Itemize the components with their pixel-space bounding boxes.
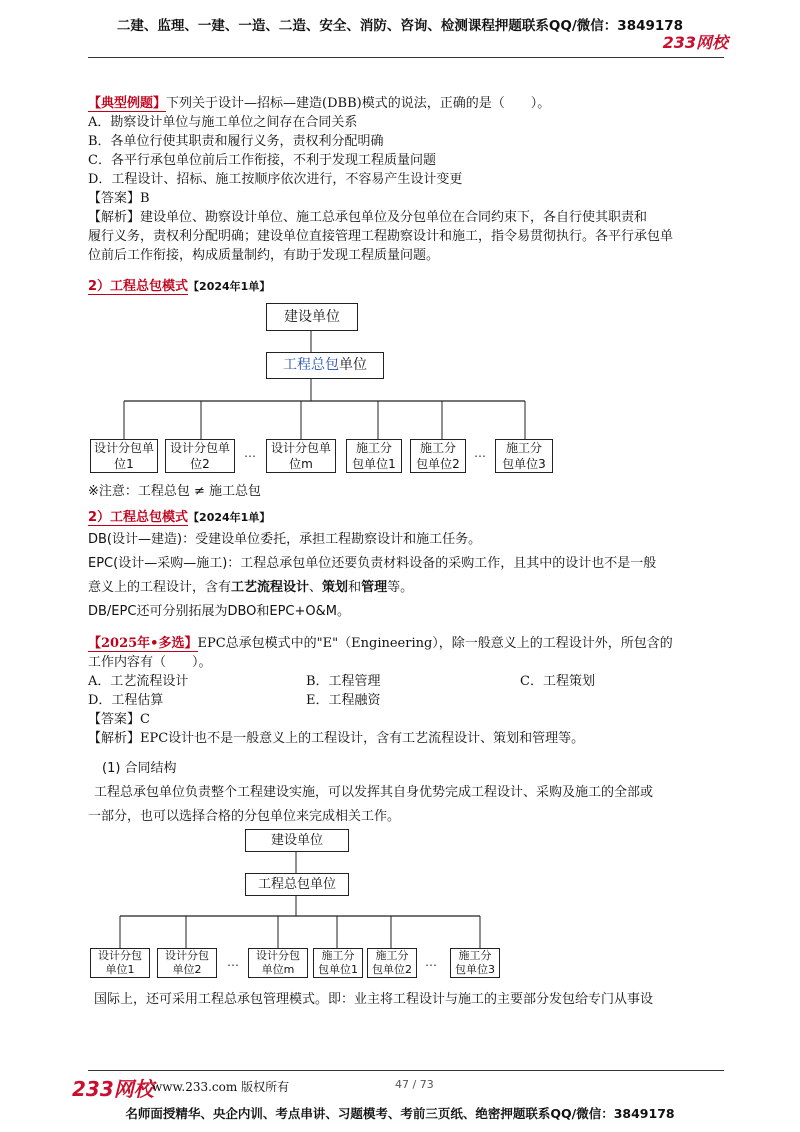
section-title-1-text: 2）工程总包模式: [88, 279, 189, 294]
q2-option-c: C．工程策划: [520, 674, 595, 689]
d1-box-epc: [266, 352, 384, 379]
d2-dots-2: …: [425, 955, 437, 969]
section-badge-2: 【2024年1单】: [188, 511, 271, 524]
d1-design-1-l1: 设计分包单: [93, 441, 154, 455]
q2-tag: 【2025年•多选】: [88, 636, 198, 651]
last-paragraph: 国际上，还可采用工程总承包管理模式。即：业主将工程设计与施工的主要部分发包给专门从事设: [94, 992, 654, 1007]
q1-stem: [88, 94, 738, 113]
epc-l2-f: 管理: [361, 580, 388, 595]
d1-client-label: 建设单位: [284, 309, 340, 325]
d2-build-2-l2: 包单位2: [372, 963, 412, 976]
epc-l2-c: 、: [309, 580, 323, 595]
page-number: 47 / 73: [395, 1078, 434, 1091]
d1-build-3-l1: 施工分: [505, 441, 542, 455]
d2-box-design-2: [157, 948, 217, 978]
q1-option-b: B．各单位行使其职责和履行义务，责权利分配明确: [88, 134, 384, 149]
q2-stem-1: [88, 634, 748, 653]
epc-definition-2: [88, 576, 748, 600]
d2-design-2-l2: 单位2: [172, 963, 202, 976]
d1-epc-rest: 单位: [339, 357, 367, 373]
page-header: 二建、监理、一建、一造、二造、安全、消防、咨询、检测课程押题联系QQ/微信：3849178: [116, 18, 684, 34]
d1-design-1-l2: 位1: [114, 457, 134, 471]
q2-option-e: E．工程融资: [306, 693, 381, 708]
q1-tag: 【典型例题】: [88, 96, 167, 111]
epc-definition-1: EPC(设计—采购—施工)：工程总承包单位还要负责材料设备的采购工作，且其中的设计也不是一般: [88, 556, 657, 571]
epc-l2-e: 和: [348, 580, 362, 595]
d2-box-build-3: [450, 948, 500, 978]
d2-design-2-l1: 设计分包: [165, 949, 209, 962]
d1-design-m-l1: 设计分包单: [270, 441, 331, 455]
q1-analysis-2: 履行义务，责权利分配明确；建设单位直接管理工程勘察设计和施工，指令易贯彻执行。各平行承包单: [88, 229, 674, 244]
q1-stem-text: 下列关于设计—招标—建造(DBB)模式的说法，正确的是（ ）。: [166, 96, 551, 111]
d1-dots-1: …: [244, 446, 256, 460]
d1-box-build-1: [346, 439, 402, 473]
d1-epc-highlight: 工程总包: [283, 357, 339, 373]
d2-box-build-2: [367, 948, 417, 978]
d1-dots-2: …: [474, 446, 486, 460]
d2-client-label: 建设单位: [270, 833, 323, 848]
epc-l2-b: 工艺流程设计: [231, 580, 310, 595]
d1-box-design-2: [165, 439, 235, 473]
d2-build-2-l1: 施工分: [375, 949, 409, 962]
q1-option-a: A．勘察设计单位与施工单位之间存在合同关系: [88, 115, 358, 130]
d2-design-m-l2: 单位m: [261, 963, 295, 976]
d2-box-build-1: [313, 948, 363, 978]
d1-design-2-l2: 位2: [190, 457, 210, 471]
d1-box-design-1: [90, 439, 158, 473]
d2-box-client: [245, 829, 349, 852]
epc-l2-g: 等。: [387, 580, 414, 595]
d2-box-design-1: [90, 948, 150, 978]
q2-answer: 【答案】C: [88, 712, 150, 727]
d2-design-m-l1: 设计分包: [256, 949, 300, 962]
q2-option-a: A．工艺流程设计: [88, 674, 189, 689]
section-badge-1: 【2024年1单】: [188, 280, 271, 293]
note-text: ※注意：工程总包 ≠ 施工总包: [88, 484, 262, 499]
d2-epc-label: 工程总包单位: [257, 877, 336, 892]
epc-l2-d: 策划: [322, 580, 349, 595]
contract-para-1: 工程总承包单位负责整个工程建设实施，可以发挥其自身优势完成工程设计、采购及施工的全部或: [94, 785, 654, 800]
d1-box-build-2: [410, 439, 466, 473]
section-title-2: [88, 506, 270, 525]
q1-block: [88, 94, 738, 265]
q2-option-d: D．工程估算: [88, 693, 164, 708]
dbo-line: DB/EPC还可分别拓展为DBO和EPC+O&M。: [88, 604, 350, 619]
d2-build-3-l1: 施工分: [458, 949, 492, 962]
section-title-2-text: 2）工程总包模式: [88, 510, 189, 525]
d2-dots-1: …: [227, 955, 239, 969]
d1-build-2-l2: 包单位2: [416, 457, 460, 471]
d2-build-1-l2: 包单位1: [318, 963, 358, 976]
q2-options-row-2: [88, 691, 748, 710]
footer-url: www.233.com 版权所有: [152, 1080, 290, 1094]
q2-stem-2: 工作内容有（ ）。: [88, 655, 212, 670]
d2-design-1-l1: 设计分包: [98, 949, 142, 962]
d1-design-2-l1: 设计分包单: [169, 441, 230, 455]
d1-build-3-l2: 包单位3: [502, 457, 546, 471]
d1-box-design-m: [266, 439, 336, 473]
d1-box-client: [266, 303, 358, 331]
q2-stem-1-text: EPC总承包模式中的"E"（Engineering），除一般意义上的工程设计外，所包含的: [197, 636, 673, 651]
q2-block: [88, 634, 748, 748]
q2-analysis: 【解析】EPC设计也不是一般意义上的工程设计，含有工艺流程设计、策划和管理等。: [88, 731, 585, 746]
contract-para-2: 一部分，也可以选择合格的分包单位来完成相关工作。: [88, 809, 401, 824]
q1-option-d: D．工程设计、招标、施工按顺序依次进行，不容易产生设计变更: [88, 172, 463, 187]
epc-l2-a: 意义上的工程设计，含有: [88, 580, 232, 595]
q2-option-b: B．工程管理: [306, 674, 381, 689]
q1-answer: 【答案】B: [88, 191, 150, 206]
contract-heading: (1) 合同结构: [102, 761, 177, 776]
d1-build-1-l1: 施工分: [355, 441, 392, 455]
footer-promo: 名师面授精华、央企内训、考点串讲、习题模考、考前三页纸、绝密押题联系QQ/微信：3849178: [125, 1106, 675, 1121]
q1-analysis-1: 【解析】建设单位、勘察设计单位、施工总承包单位及分包单位在合同约束下，各自行使其职责和: [88, 210, 648, 225]
q2-options-row-1: [88, 672, 748, 691]
contract-section: [88, 757, 748, 829]
model-definitions: [88, 528, 748, 624]
d2-build-1-l1: 施工分: [321, 949, 355, 962]
section-title-1: [88, 275, 270, 294]
footer-logo: 233网校: [72, 1077, 154, 1101]
d1-design-m-l2: 位m: [289, 457, 313, 471]
d2-build-3-l2: 包单位3: [455, 963, 495, 976]
q1-analysis-3: 位前后工作衔接，构成质量制约，有助于发现工程质量问题。: [88, 248, 440, 263]
header-logo: 233网校: [662, 33, 728, 52]
q1-option-c: C．各平行承包单位前后工作衔接，不利于发现工程质量问题: [88, 153, 436, 168]
d1-build-1-l2: 包单位1: [352, 457, 396, 471]
header-divider: [88, 57, 724, 58]
d1-box-build-3: [495, 439, 553, 473]
d2-design-1-l2: 单位1: [105, 963, 135, 976]
d1-build-2-l1: 施工分: [419, 441, 456, 455]
db-definition: DB(设计—建造)：受建设单位委托，承担工程勘察设计和施工任务。: [88, 532, 482, 547]
d2-box-epc: [245, 873, 349, 896]
footer-divider: [88, 1070, 724, 1071]
d2-box-design-m: [248, 948, 308, 978]
